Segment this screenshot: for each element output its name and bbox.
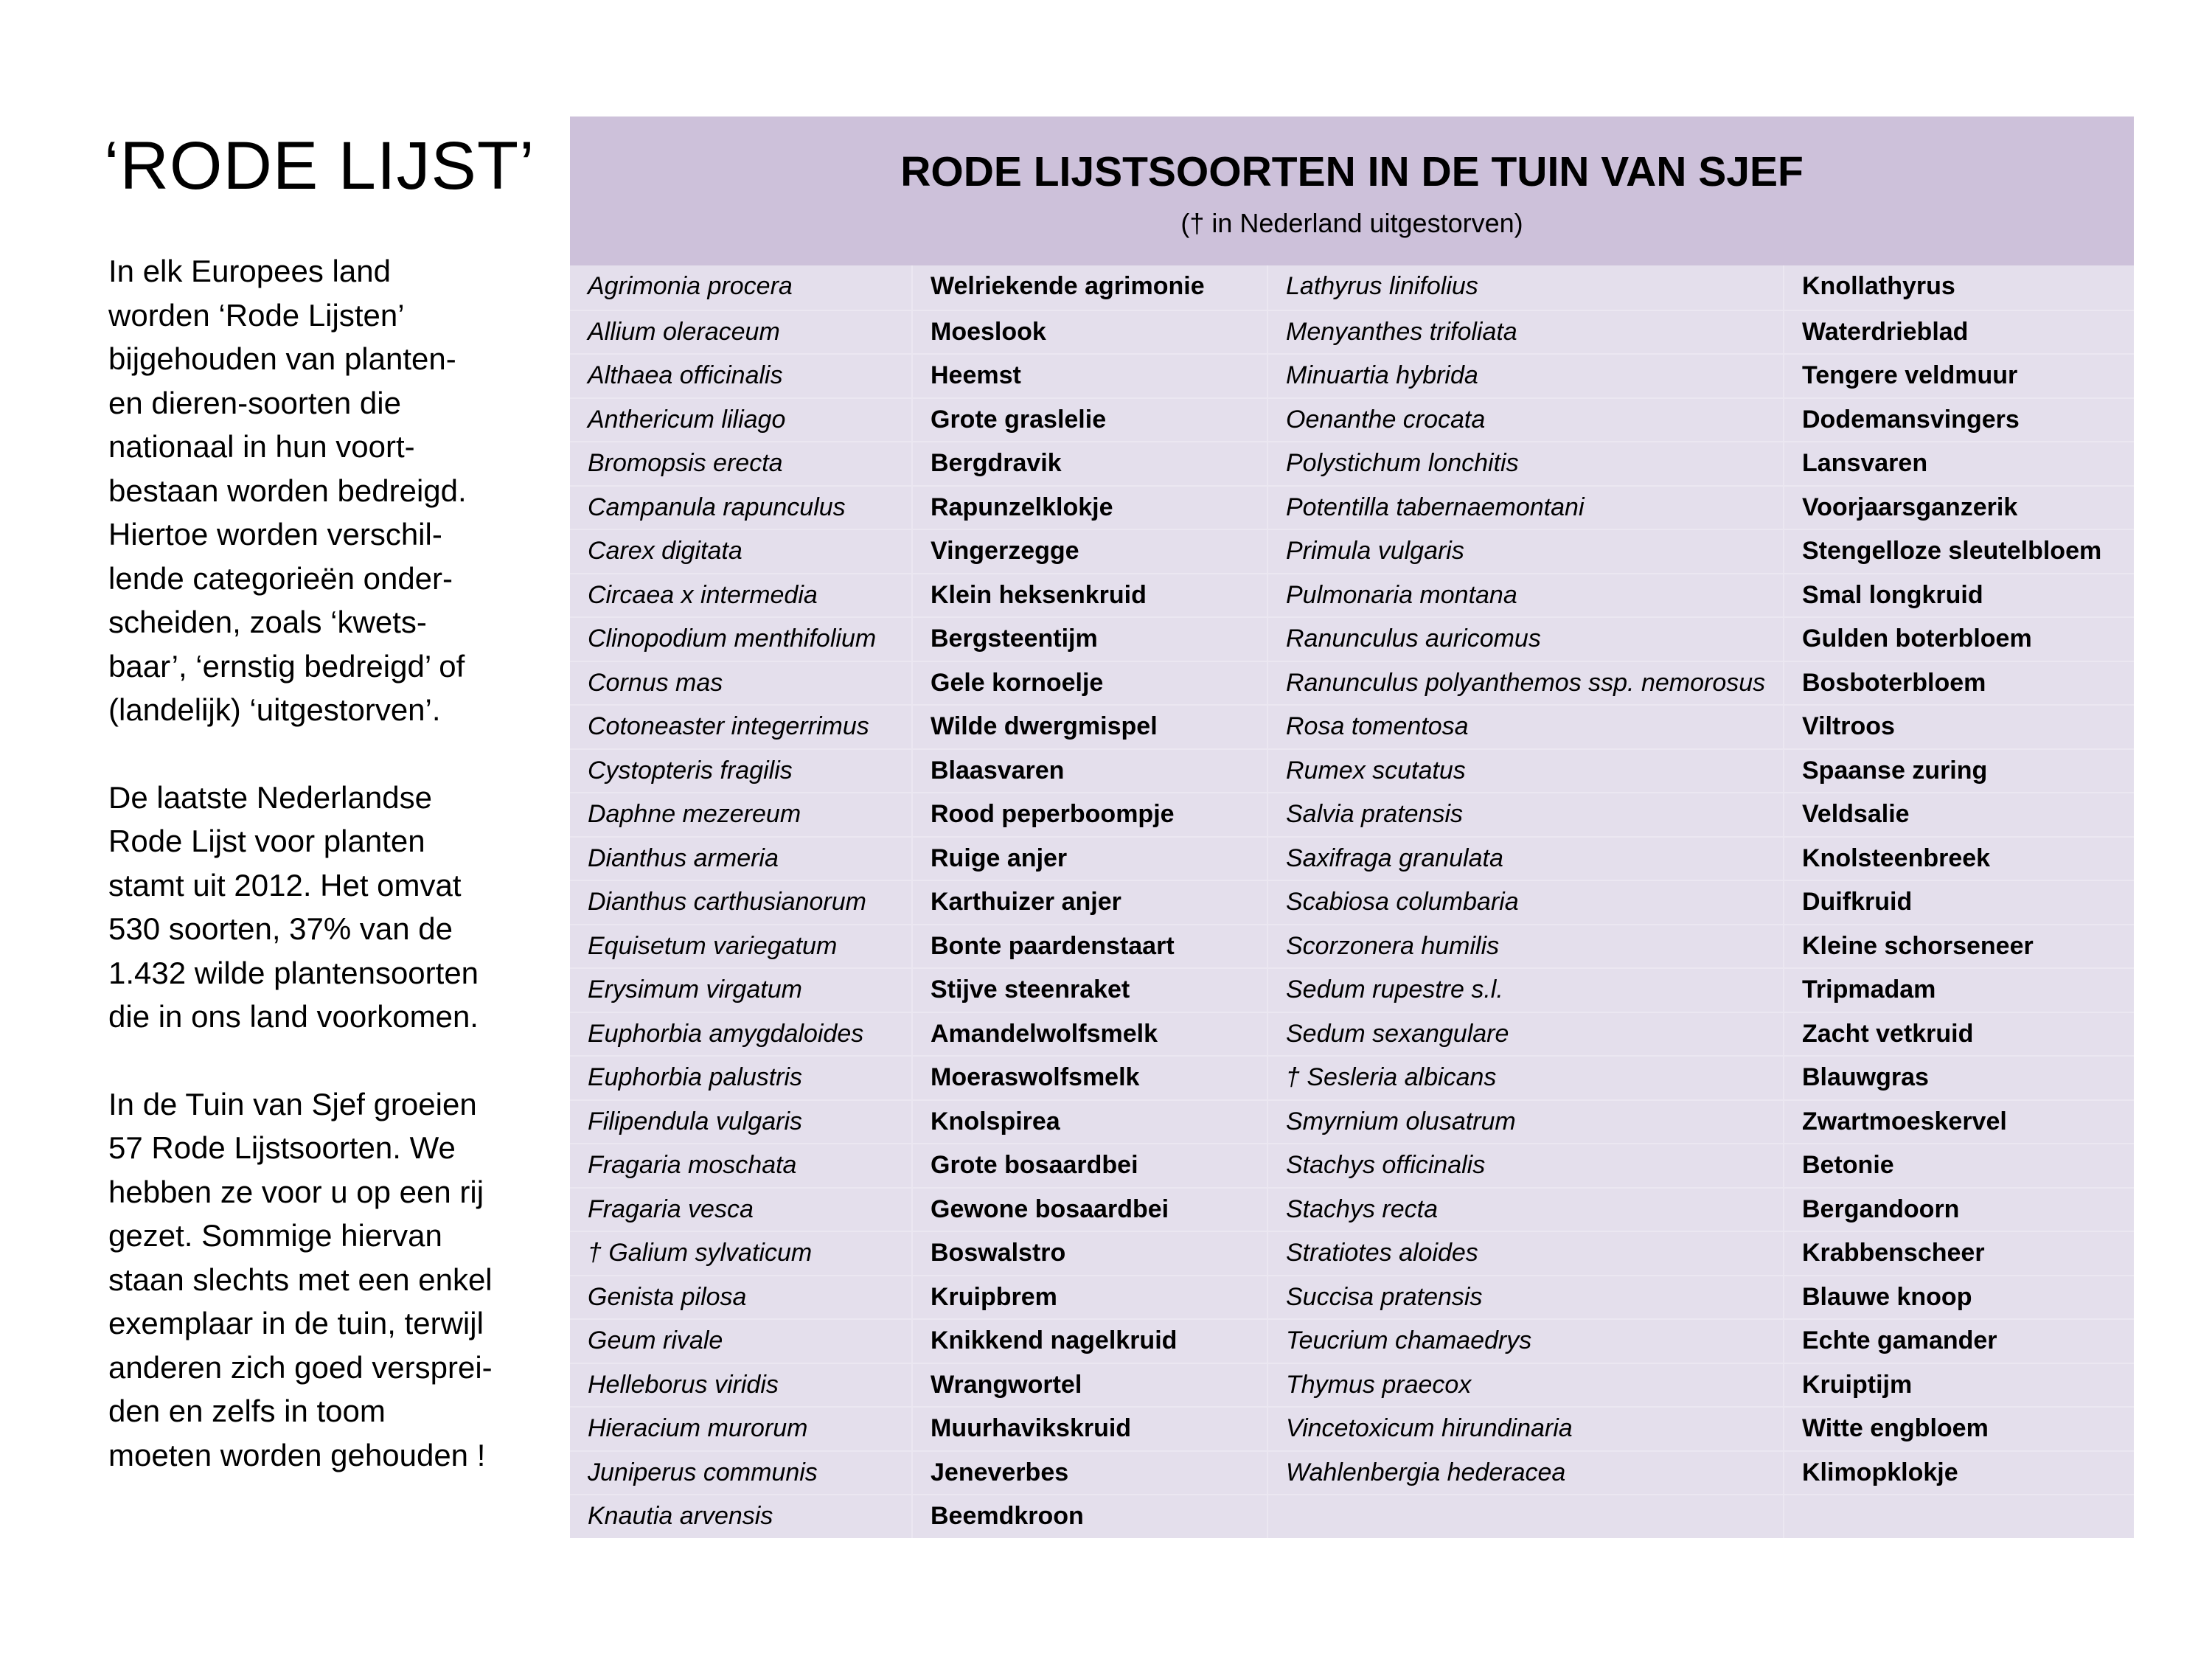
latin-name-cell: Wahlenbergia hederacea (1267, 1452, 1783, 1495)
latin-name-cell: Minuartia hybrida (1267, 355, 1783, 397)
dutch-name-cell: Ruige anjer (911, 838, 1267, 880)
dutch-name-cell: Blaasvaren (911, 750, 1267, 793)
latin-name-cell: Teucrium chamaedrys (1267, 1320, 1783, 1363)
latin-name-cell: Sedum sexangulare (1267, 1013, 1783, 1056)
dutch-name-cell: Moeslook (911, 311, 1267, 354)
dutch-name-cell: Bergsteentijm (911, 618, 1267, 661)
table-row (570, 529, 2134, 573)
table-row (570, 1450, 2134, 1495)
latin-name-cell: Rumex scutatus (1267, 750, 1783, 793)
dutch-name-cell: Klein heksenkruid (911, 574, 1267, 617)
dutch-name-cell: Stengelloze sleutelbloem (1783, 530, 2134, 573)
latin-name-cell: Erysimum virgatum (588, 975, 802, 1004)
dutch-name-cell: Dodemansvingers (1783, 399, 2134, 442)
dutch-name-cell: Echte gamander (1783, 1320, 2134, 1363)
latin-name-cell: Ranunculus auricomus (1267, 618, 1783, 661)
dutch-name-cell: Knolspirea (911, 1101, 1267, 1144)
latin-name-cell: Scorzonera humilis (1267, 925, 1783, 968)
latin-name-cell: Stachys officinalis (1267, 1144, 1783, 1187)
dutch-name-cell: Kleine schorseneer (1783, 925, 2134, 968)
dutch-name-cell: Karthuizer anjer (911, 881, 1267, 924)
latin-name-cell: Hieracium murorum (588, 1414, 808, 1442)
latin-name-cell: Menyanthes trifoliata (1267, 311, 1783, 354)
dutch-name-cell: Gewone bosaardbei (911, 1189, 1267, 1231)
dutch-name-cell: Voorjaarsganzerik (1783, 487, 2134, 529)
table-title: RODE LIJSTSOORTEN IN DE TUIN VAN SJEF (900, 148, 1804, 195)
dutch-name-cell: Wilde dwergmispel (911, 706, 1267, 748)
dutch-name-cell: Zwartmoeskervel (1783, 1101, 2134, 1144)
latin-name-cell: Fragaria vesca (588, 1194, 754, 1223)
latin-name-cell: Carex digitata (588, 537, 742, 565)
table-row (570, 1012, 2134, 1056)
latin-name-cell: Scabiosa columbaria (1267, 881, 1783, 924)
latin-name-cell: Helleborus viridis (588, 1370, 779, 1399)
dutch-name-cell: Rapunzelklokje (911, 487, 1267, 529)
table-header (570, 116, 2134, 265)
dutch-name-cell: Viltroos (1783, 706, 2134, 748)
intro-paragraph: In elk Europees land worden ‘Rode Lijsten’ bijgehouden van planten- en dieren-soorten die nationaal in hun voort- bestaan worden bedreigd. Hiertoe worden verschil- lende categorieën onder- scheiden, zoals ‘kwets- baar’, ‘ernstig bedreigd’ of (landelijk) ‘uitgestorven’. (108, 254, 467, 727)
table-row (570, 310, 2134, 354)
dutch-name-cell: Tripmadam (1783, 969, 2134, 1012)
latin-name-cell: Stachys recta (1267, 1189, 1783, 1231)
dutch-name-cell: Rood peperboompje (911, 793, 1267, 836)
table-row (570, 880, 2134, 924)
latin-name-cell: Juniperus communis (588, 1458, 818, 1486)
latin-name-cell: Althaea officinalis (588, 361, 783, 389)
dutch-name-cell: Stijve steenraket (911, 969, 1267, 1012)
dutch-name-cell: Jeneverbes (911, 1452, 1267, 1495)
latin-name-cell: Anthericum liliago (588, 405, 786, 434)
table-row (570, 265, 2134, 310)
table-row (570, 397, 2134, 442)
table-row (570, 573, 2134, 617)
dutch-name-cell: Moeraswolfsmelk (911, 1057, 1267, 1099)
table-subtitle: († in Nederland uitgestorven) (1180, 208, 1523, 238)
dutch-name-cell: Knikkend nagelkruid (911, 1320, 1267, 1363)
table-row (570, 1406, 2134, 1450)
dutch-name-cell: Blauwe knoop (1783, 1276, 2134, 1319)
dutch-name-cell: Witte engbloem (1783, 1408, 2134, 1450)
dutch-name-cell: Betonie (1783, 1144, 2134, 1187)
table-row (570, 661, 2134, 705)
table-row (570, 792, 2134, 836)
latin-name-cell: Allium oleraceum (588, 317, 780, 346)
table-row (570, 1363, 2134, 1407)
latin-name-cell: Bromopsis erecta (588, 449, 783, 477)
intro-paragraph: In de Tuin van Sjef groeien 57 Rode Lijstsoorten. We hebben ze voor u op een rij gezet. Sommige hiervan staan slechts met een enkel exemplaar in de tuin, terwijl anderen zich goed versprei- den en zelfs in toom moeten worden gehouden ! (108, 1086, 493, 1472)
latin-name-cell: Fragaria moschata (588, 1151, 797, 1179)
table-row (570, 1231, 2134, 1275)
latin-name-cell: Cotoneaster integerrimus (588, 712, 869, 740)
dutch-name-cell: Boswalstro (911, 1232, 1267, 1275)
dutch-name-cell: Blauwgras (1783, 1057, 2134, 1099)
latin-name-cell: Succisa pratensis (1267, 1276, 1783, 1319)
table-row (570, 924, 2134, 968)
dutch-name-cell: Beemdkroon (911, 1495, 1267, 1538)
latin-name-cell: Oenanthe crocata (1267, 399, 1783, 442)
dutch-name-cell: Tengere veldmuur (1783, 355, 2134, 397)
latin-name-cell: Equisetum variegatum (588, 931, 838, 960)
table-row (570, 485, 2134, 529)
dutch-name-cell: Welriekende agrimonie (911, 265, 1267, 310)
dutch-name-cell: Knolsteenbreek (1783, 838, 2134, 880)
latin-name-cell: Filipendula vulgaris (588, 1107, 803, 1135)
dutch-name-cell: Bergandoorn (1783, 1189, 2134, 1231)
latin-name-cell: Knautia arvensis (588, 1502, 773, 1530)
latin-name-cell: Stratiotes aloides (1267, 1232, 1783, 1275)
latin-name-cell: Rosa tomentosa (1267, 706, 1783, 748)
table-row (570, 967, 2134, 1012)
dutch-name-cell: Zacht vetkruid (1783, 1013, 2134, 1056)
table-row (570, 836, 2134, 880)
table-row (570, 1187, 2134, 1231)
latin-name-cell: Smyrnium olusatrum (1267, 1101, 1783, 1144)
latin-name-cell: Euphorbia palustris (588, 1063, 803, 1091)
latin-name-cell: Vincetoxicum hirundinaria (1267, 1408, 1783, 1450)
latin-name-cell: Potentilla tabernaemontani (1267, 487, 1783, 529)
table-row (570, 441, 2134, 485)
table-body (570, 265, 2134, 1538)
table-row (570, 1275, 2134, 1319)
table-row (570, 1099, 2134, 1144)
table-row (570, 704, 2134, 748)
dutch-name-cell (1783, 1495, 2134, 1538)
latin-name-cell: Dianthus carthusianorum (588, 888, 866, 916)
dutch-name-cell: Amandelwolfsmelk (911, 1013, 1267, 1056)
dutch-name-cell: Kruiptijm (1783, 1364, 2134, 1407)
dutch-name-cell: Grote bosaardbei (911, 1144, 1267, 1187)
intro-panel (104, 125, 546, 1520)
latin-name-cell: † Sesleria albicans (1267, 1057, 1783, 1099)
dutch-name-cell: Vingerzegge (911, 530, 1267, 573)
latin-name-cell: Circaea x intermedia (588, 580, 818, 609)
latin-name-cell: Sedum rupestre s.l. (1267, 969, 1783, 1012)
table-row (570, 1494, 2134, 1538)
intro-paragraph: De laatste Nederlandse Rode Lijst voor planten stamt uit 2012. Het omvat 530 soorten, 37% van de 1.432 wilde plantensoorten die in ons land voorkomen. (108, 779, 479, 1034)
latin-name-cell: Geum rivale (588, 1326, 723, 1354)
latin-name-cell: Lathyrus linifolius (1267, 265, 1783, 310)
table-row (570, 616, 2134, 661)
latin-name-cell: Genista pilosa (588, 1282, 747, 1311)
dutch-name-cell: Duifkruid (1783, 881, 2134, 924)
dutch-name-cell: Gulden boterbloem (1783, 618, 2134, 661)
dutch-name-cell: Krabbenscheer (1783, 1232, 2134, 1275)
dutch-name-cell: Waterdrieblad (1783, 311, 2134, 354)
latin-name-cell: Polystichum lonchitis (1267, 442, 1783, 485)
latin-name-cell: Pulmonaria montana (1267, 574, 1783, 617)
dutch-name-cell: Smal longkruid (1783, 574, 2134, 617)
dutch-name-cell: Kruipbrem (911, 1276, 1267, 1319)
table-row (570, 1143, 2134, 1187)
latin-name-cell: Primula vulgaris (1267, 530, 1783, 573)
dutch-name-cell: Lansvaren (1783, 442, 2134, 485)
latin-name-cell (1267, 1495, 1783, 1538)
dutch-name-cell: Veldsalie (1783, 793, 2134, 836)
latin-name-cell: Daphne mezereum (588, 800, 801, 828)
latin-name-cell: Dianthus armeria (588, 844, 779, 872)
dutch-name-cell: Heemst (911, 355, 1267, 397)
table-row (570, 748, 2134, 793)
latin-name-cell: Cornus mas (588, 668, 723, 697)
latin-name-cell: Clinopodium menthifolium (588, 625, 877, 653)
latin-name-cell: Ranunculus polyanthemos ssp. nemorosus (1267, 662, 1783, 705)
dutch-name-cell: Wrangwortel (911, 1364, 1267, 1407)
latin-name-cell: † Galium sylvaticum (588, 1239, 813, 1267)
dutch-name-cell: Gele kornoelje (911, 662, 1267, 705)
latin-name-cell: Thymus praecox (1267, 1364, 1783, 1407)
dutch-name-cell: Bosboterbloem (1783, 662, 2134, 705)
dutch-name-cell: Knollathyrus (1783, 265, 2134, 310)
table-row (570, 1055, 2134, 1099)
dutch-name-cell: Bonte paardenstaart (911, 925, 1267, 968)
dutch-name-cell: Muurhavikskruid (911, 1408, 1267, 1450)
table-row (570, 353, 2134, 397)
dutch-name-cell: Spaanse zuring (1783, 750, 2134, 793)
species-table (570, 116, 2134, 1538)
dutch-name-cell: Klimopklokje (1783, 1452, 2134, 1495)
dutch-name-cell: Grote graslelie (911, 399, 1267, 442)
latin-name-cell: Campanula rapunculus (588, 493, 846, 521)
latin-name-cell: Cystopteris fragilis (588, 756, 793, 785)
latin-name-cell: Salvia pratensis (1267, 793, 1783, 836)
table-row (570, 1318, 2134, 1363)
dutch-name-cell: Bergdravik (911, 442, 1267, 485)
latin-name-cell: Agrimonia procera (588, 272, 793, 300)
page-title: ‘RODE LIJST’ (104, 128, 535, 204)
latin-name-cell: Saxifraga granulata (1267, 838, 1783, 880)
latin-name-cell: Euphorbia amygdaloides (588, 1019, 864, 1048)
